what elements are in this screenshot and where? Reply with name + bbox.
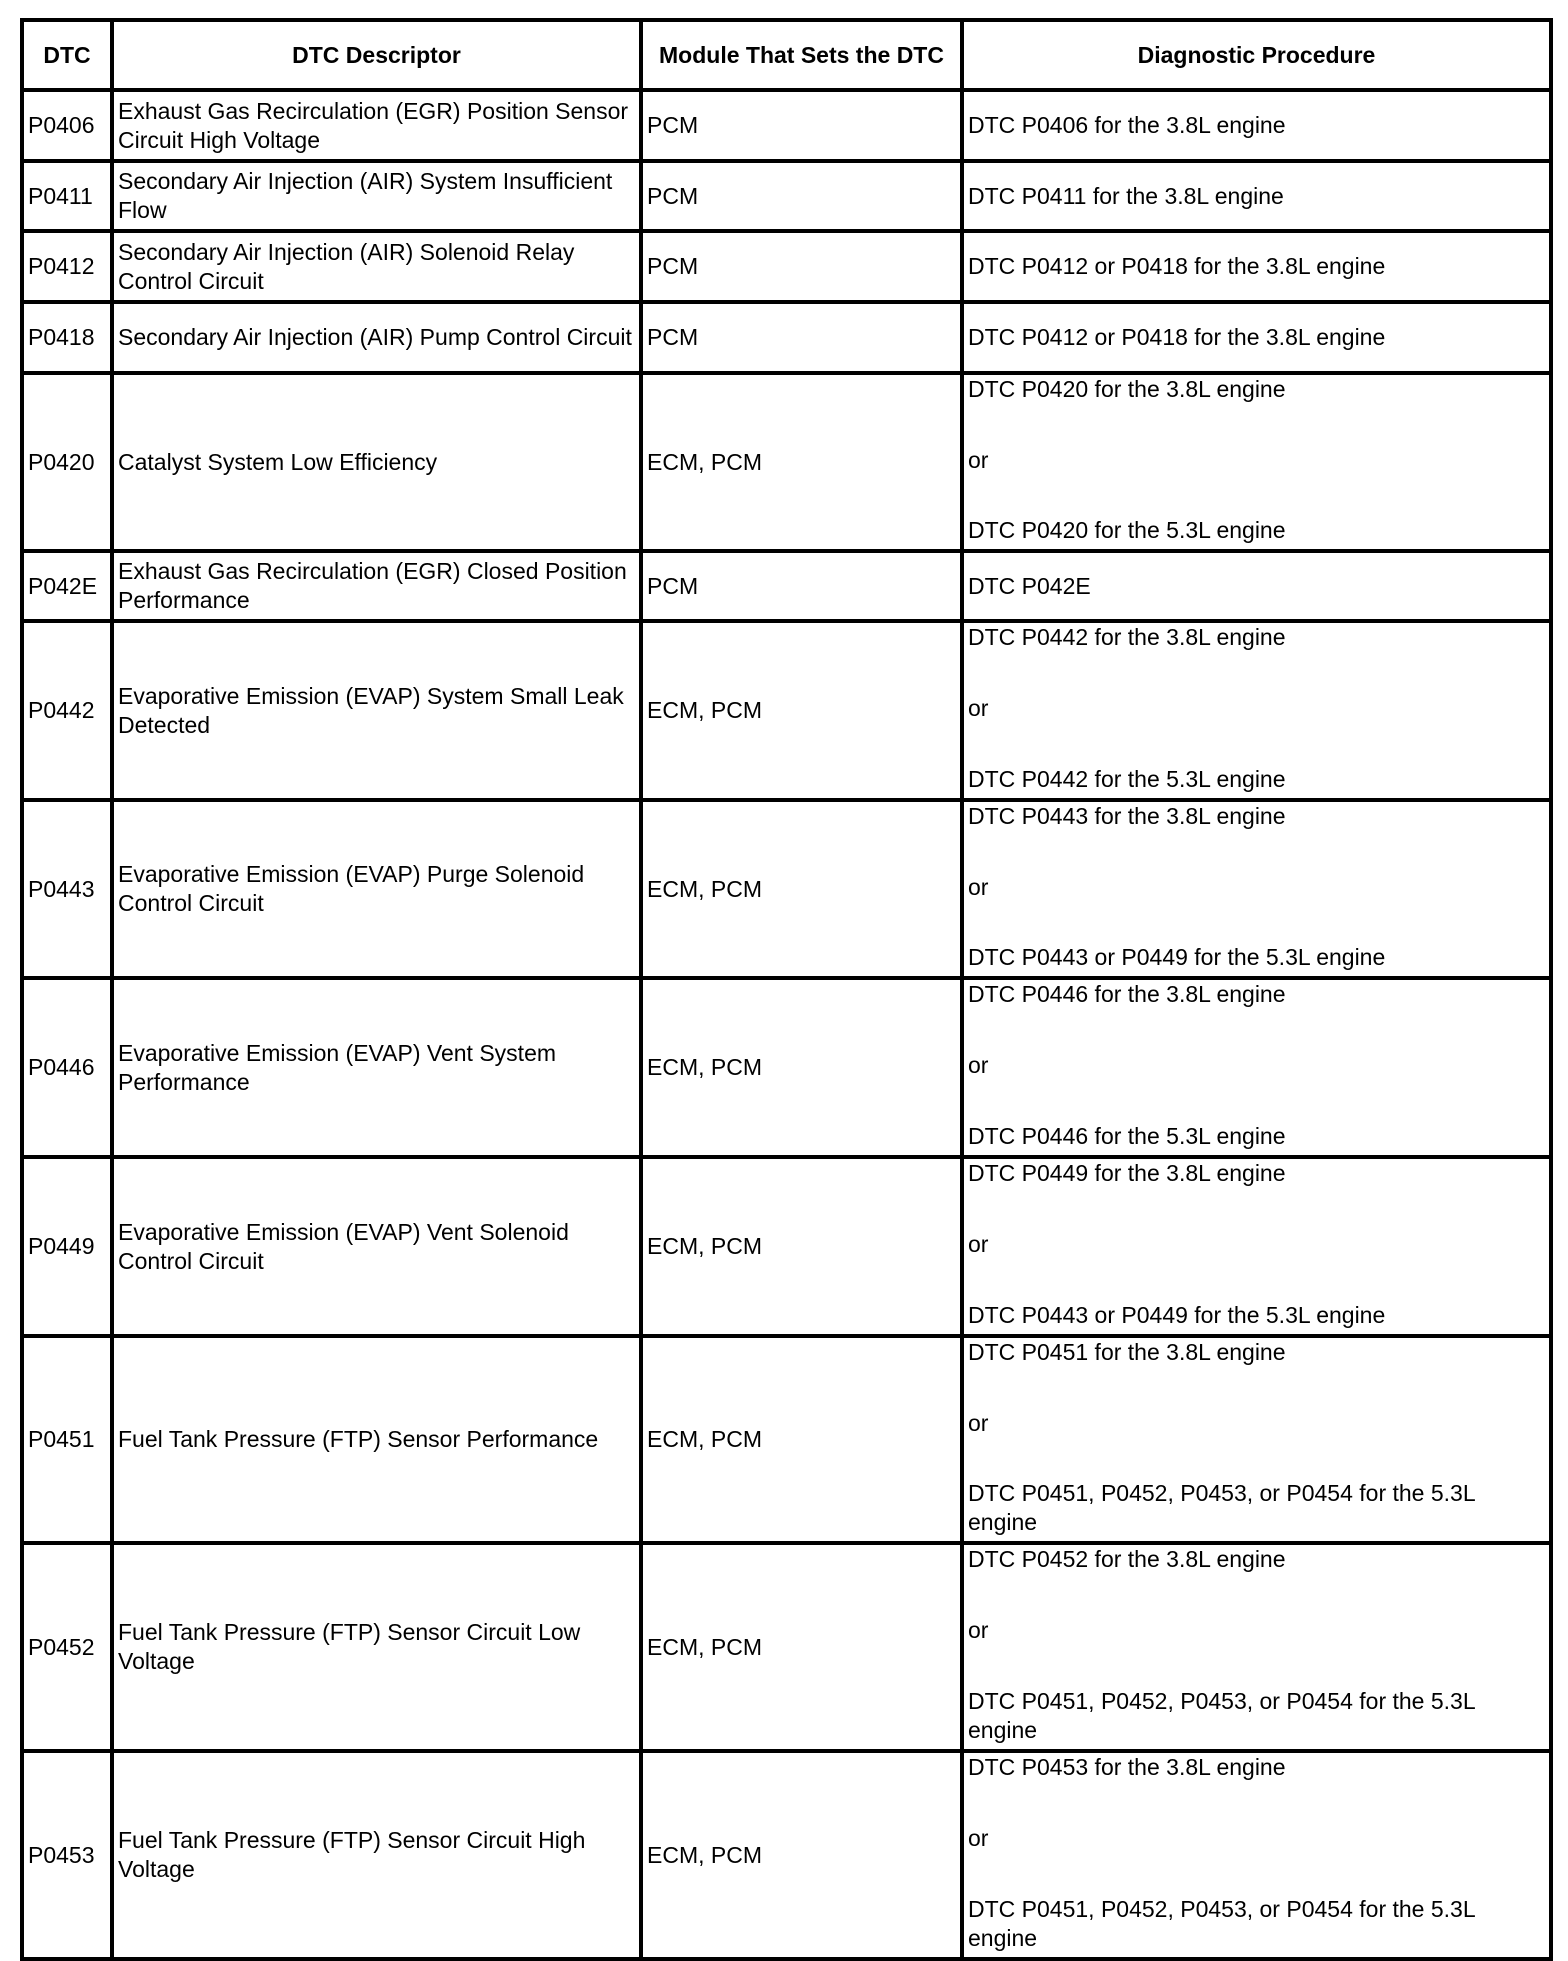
procedure-line: DTC P0451, P0452, P0453, or P0454 for the 5.3L engine — [968, 1688, 1475, 1743]
diagnostic-procedure — [962, 978, 1551, 1157]
dtc-code: P0420 — [22, 373, 112, 551]
table-row — [22, 373, 1551, 551]
module: ECM, PCM — [641, 1336, 962, 1543]
dtc-descriptor: Secondary Air Injection (AIR) Solenoid Relay Control Circuit — [112, 231, 641, 302]
diagnostic-procedure — [962, 302, 1551, 373]
dtc-descriptor: Catalyst System Low Efficiency — [112, 373, 641, 551]
module: PCM — [641, 161, 962, 231]
procedure-line: DTC P0412 or P0418 for the 3.8L engine — [968, 324, 1386, 350]
dtc-code: P0412 — [22, 231, 112, 302]
procedure-line: DTC P0443 or P0449 for the 5.3L engine — [968, 944, 1386, 970]
procedure-line: DTC P042E — [968, 572, 1091, 599]
procedure-line: DTC P0449 for the 3.8L engine — [968, 1160, 1286, 1186]
procedure-line: DTC P0446 for the 3.8L engine — [968, 981, 1286, 1007]
dtc-descriptor: Fuel Tank Pressure (FTP) Sensor Performance — [112, 1336, 641, 1543]
diagnostic-procedure — [962, 621, 1551, 800]
diagnostic-procedure — [962, 231, 1551, 302]
procedure-line: DTC P0420 for the 3.8L engine — [968, 376, 1286, 402]
procedure-line: DTC P0420 for the 5.3L engine — [968, 517, 1286, 543]
procedure-line: DTC P0406 for the 3.8L engine — [968, 112, 1286, 138]
module: ECM, PCM — [641, 373, 962, 551]
module: ECM, PCM — [641, 800, 962, 978]
procedure-line: or — [968, 1617, 989, 1643]
dtc-code: P0451 — [22, 1336, 112, 1543]
table-row — [22, 1751, 1551, 1959]
procedure-line: DTC P0451, P0452, P0453, or P0454 for the 5.3L engine — [968, 1480, 1475, 1535]
module: ECM, PCM — [641, 1543, 962, 1751]
dtc-code: P0446 — [22, 978, 112, 1157]
table-row — [22, 1157, 1551, 1336]
table-row — [22, 551, 1551, 621]
diagnostic-procedure — [962, 551, 1551, 621]
procedure-line: DTC P0451 for the 3.8L engine — [968, 1339, 1286, 1365]
diagnostic-procedure — [962, 1336, 1551, 1543]
dtc-code: P0443 — [22, 800, 112, 978]
header-descriptor: DTC Descriptor — [112, 20, 641, 90]
header-module: Module That Sets the DTC — [641, 20, 962, 90]
procedure-line: or — [968, 873, 989, 900]
procedure-line: or — [968, 446, 989, 473]
module: PCM — [641, 231, 962, 302]
table-row — [22, 978, 1551, 1157]
table-row — [22, 90, 1551, 161]
dtc-descriptor: Fuel Tank Pressure (FTP) Sensor Circuit High Voltage — [112, 1751, 641, 1959]
dtc-code: P0411 — [22, 161, 112, 231]
procedure-line: DTC P0446 for the 5.3L engine — [968, 1123, 1286, 1149]
dtc-code: P0442 — [22, 621, 112, 800]
procedure-line: DTC P0411 for the 3.8L engine — [968, 182, 1284, 209]
procedure-line: DTC P0443 or P0449 for the 5.3L engine — [968, 1302, 1386, 1328]
table-row — [22, 800, 1551, 978]
dtc-descriptor: Evaporative Emission (EVAP) Vent System Performance — [112, 978, 641, 1157]
dtc-code: P0418 — [22, 302, 112, 373]
table-row — [22, 1336, 1551, 1543]
dtc-descriptor: Evaporative Emission (EVAP) System Small Leak Detected — [112, 621, 641, 800]
header-procedure: Diagnostic Procedure — [962, 20, 1551, 90]
table-row — [22, 161, 1551, 231]
module: ECM, PCM — [641, 1157, 962, 1336]
procedure-line: DTC P0412 or P0418 for the 3.8L engine — [968, 253, 1386, 279]
dtc-code: P0453 — [22, 1751, 112, 1959]
dtc-descriptor: Exhaust Gas Recirculation (EGR) Closed Position Performance — [112, 551, 641, 621]
dtc-code: P0449 — [22, 1157, 112, 1336]
procedure-line: DTC P0452 for the 3.8L engine — [968, 1546, 1286, 1572]
table-row — [22, 302, 1551, 373]
procedure-line: DTC P0451, P0452, P0453, or P0454 for the 5.3L engine — [968, 1896, 1475, 1951]
procedure-line: DTC P0453 for the 3.8L engine — [968, 1754, 1286, 1780]
module: ECM, PCM — [641, 621, 962, 800]
module: ECM, PCM — [641, 1751, 962, 1959]
procedure-line: DTC P0442 for the 3.8L engine — [968, 624, 1286, 650]
diagnostic-procedure — [962, 1543, 1551, 1751]
procedure-line: DTC P0442 for the 5.3L engine — [968, 766, 1286, 792]
dtc-code: P0452 — [22, 1543, 112, 1751]
dtc-descriptor: Evaporative Emission (EVAP) Purge Solenoid Control Circuit — [112, 800, 641, 978]
diagnostic-procedure — [962, 373, 1551, 551]
diagnostic-procedure — [962, 161, 1551, 231]
procedure-line: or — [968, 1409, 989, 1436]
procedure-line: DTC P0443 for the 3.8L engine — [968, 803, 1286, 829]
dtc-descriptor: Exhaust Gas Recirculation (EGR) Position Sensor Circuit High Voltage — [112, 90, 641, 161]
dtc-descriptor: Secondary Air Injection (AIR) Pump Control Circuit — [112, 302, 641, 373]
module: PCM — [641, 302, 962, 373]
procedure-line: or — [968, 695, 989, 721]
dtc-descriptor: Secondary Air Injection (AIR) System Insufficient Flow — [112, 161, 641, 231]
diagnostic-procedure — [962, 800, 1551, 978]
procedure-line: or — [968, 1231, 989, 1257]
module: PCM — [641, 551, 962, 621]
dtc-descriptor: Evaporative Emission (EVAP) Vent Solenoid Control Circuit — [112, 1157, 641, 1336]
procedure-line: or — [968, 1825, 989, 1851]
dtc-code: P042E — [22, 551, 112, 621]
table-row — [22, 621, 1551, 800]
procedure-line: or — [968, 1052, 989, 1078]
header-row — [22, 20, 1551, 90]
module: ECM, PCM — [641, 978, 962, 1157]
dtc-descriptor: Fuel Tank Pressure (FTP) Sensor Circuit Low Voltage — [112, 1543, 641, 1751]
header-dtc: DTC — [22, 20, 112, 90]
table-row — [22, 1543, 1551, 1751]
dtc-table — [20, 18, 1553, 1961]
diagnostic-procedure — [962, 1157, 1551, 1336]
diagnostic-procedure — [962, 90, 1551, 161]
table-row — [22, 231, 1551, 302]
dtc-code: P0406 — [22, 90, 112, 161]
diagnostic-procedure — [962, 1751, 1551, 1959]
module: PCM — [641, 90, 962, 161]
